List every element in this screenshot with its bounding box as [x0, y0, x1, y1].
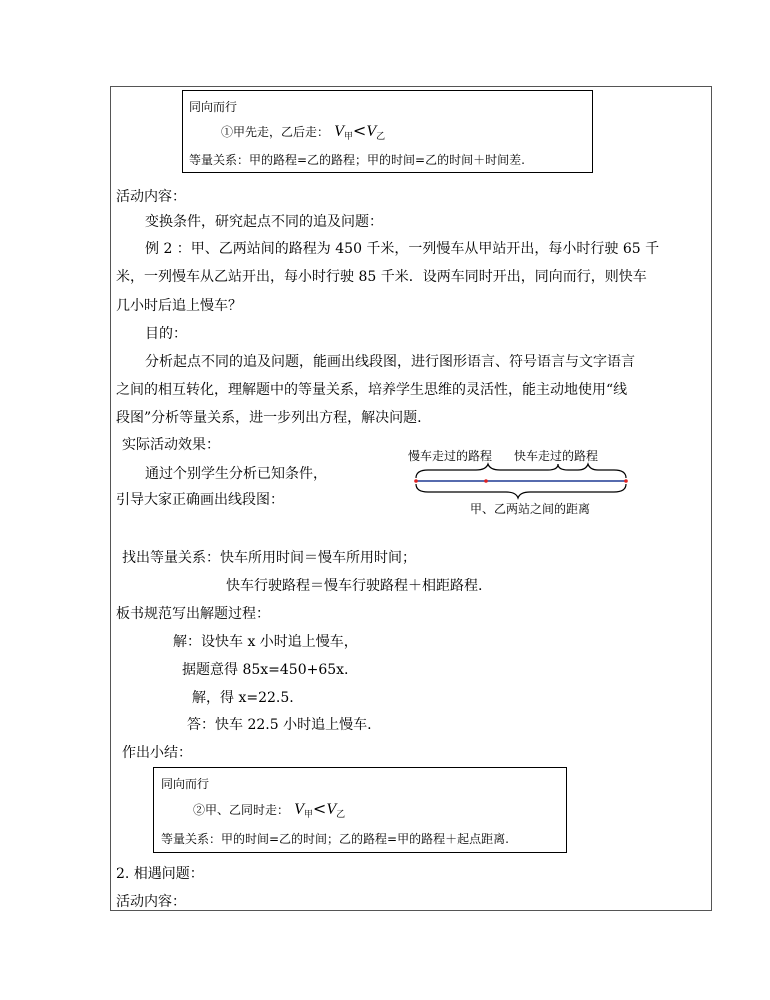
box1-case-text: ①甲先走，乙后走：	[221, 125, 330, 139]
solution-line-3: 解，得 x=22.5.	[192, 690, 294, 706]
box2-v1: $V_甲$	[294, 801, 313, 819]
diagram-label-fast: 快车走过的路程	[514, 449, 599, 463]
purpose-label: 目的：	[145, 326, 187, 342]
example-line-1: 例 2 ：甲、乙两站间的路程为 450 千米，一列慢车从甲站开出，每小时行驶 65 千	[145, 241, 660, 257]
activity-content-label-2: 活动内容：	[116, 894, 186, 910]
solution-line-1: 解：设快车 x 小时追上慢车，	[173, 634, 358, 650]
section-2-heading: 2. 相遇问题：	[116, 866, 204, 882]
upper-brace-fast	[558, 464, 626, 478]
box2-relation: 等量关系：甲的时间=乙的时间；乙的路程=甲的路程＋起点距离.	[161, 832, 509, 846]
summary-box-2	[153, 767, 567, 853]
station-a-point	[414, 479, 418, 483]
box2-title: 同向而行	[161, 777, 210, 791]
diagram-label-total: 甲、乙两站之间的距离	[470, 502, 591, 516]
box1-v2: $V_乙$	[366, 123, 386, 141]
solution-line-2: 据题意得 85x=450+65x.	[182, 662, 349, 678]
guide-line-1: 通过个别学生分析已知条件，	[145, 466, 327, 482]
meeting-point	[484, 479, 488, 483]
analysis-line-2: 之间的相互转化，理解题中的等量关系，培养学生思维的灵活性，能主动地使用“线	[116, 382, 628, 398]
box1-title: 同向而行	[189, 100, 238, 114]
guide-line-2: 引导大家正确画出线段图：	[116, 492, 284, 508]
summary-box-1	[182, 90, 593, 173]
box1-less-than: <	[352, 121, 367, 140]
box2-v2: $V_乙$	[326, 801, 346, 819]
box1-case	[221, 121, 385, 142]
box2-case	[193, 799, 345, 820]
upper-brace-slow	[416, 464, 558, 478]
activity-content-label: 活动内容：	[116, 189, 186, 205]
equation-line-2: 快车行驶路程＝慢车行驶路程＋相距路程.	[226, 578, 483, 594]
station-b-point	[624, 479, 628, 483]
intro-line: 变换条件，研究起点不同的追及问题：	[145, 214, 383, 230]
box1-relation: 等量关系：甲的路程=乙的路程；甲的时间=乙的时间＋时间差.	[189, 153, 525, 167]
analysis-line-1: 分析起点不同的追及问题，能画出线段图，进行图形语言、符号语言与文字语言	[145, 354, 635, 370]
example-line-2: 米，一列慢车从乙站开出，每小时行驶 85 千米．设两车同时开出，同向而行，则快车	[116, 269, 647, 285]
lower-brace-total	[416, 484, 626, 498]
example-line-3: 几小时后追上慢车？	[116, 298, 242, 314]
summary-label: 作出小结：	[122, 745, 192, 761]
box2-less-than: <	[312, 799, 327, 818]
diagram-label-slow: 慢车走过的路程	[408, 449, 493, 463]
solution-line-4: 答：快车 22.5 小时追上慢车.	[187, 717, 372, 733]
box1-v1: $V_甲$	[334, 123, 353, 141]
find-equation-line: 找出等量关系：快车所用时间＝慢车所用时间；	[122, 550, 416, 566]
effect-label: 实际活动效果：	[122, 437, 220, 453]
analysis-line-3: 段图”分析等量关系，进一步列出方程，解决问题.	[116, 410, 422, 426]
board-label: 板书规范写出解题过程：	[116, 606, 270, 622]
box2-case-text: ②甲、乙同时走：	[193, 803, 290, 817]
